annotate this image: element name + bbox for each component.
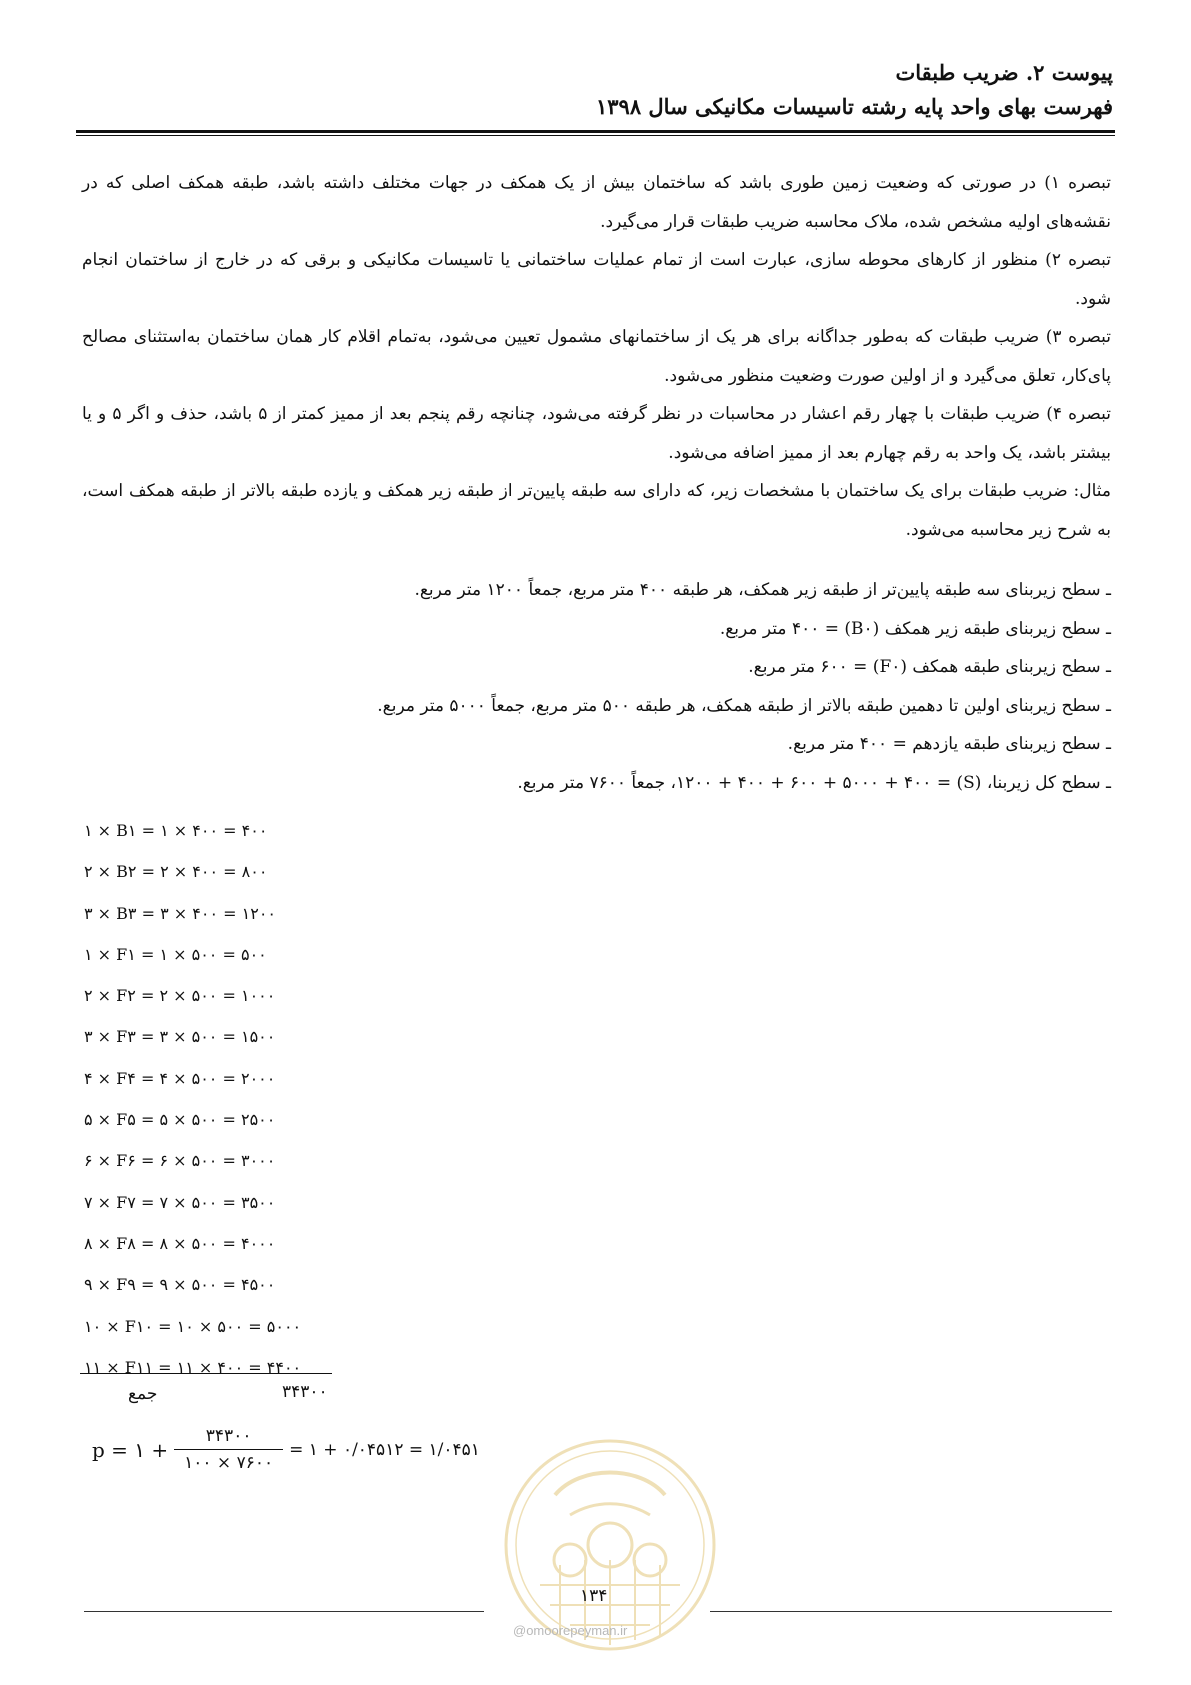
calculation-list bbox=[84, 810, 301, 1388]
formula-fraction bbox=[174, 1426, 283, 1473]
formula-rhs: = ۱ + ۰/۰۴۵۱۲ = ۱/۰۴۵۱ bbox=[289, 1439, 480, 1460]
formula-lhs: p = ۱ + bbox=[92, 1437, 169, 1462]
document-title: فهرست بهای واحد پایه رشته تاسیسات مکانیکی سال ۱۳۹۸ bbox=[595, 94, 1113, 119]
calc-row: ۸ × F۸ = ۸ × ۵۰۰ = ۴۰۰۰ bbox=[84, 1233, 276, 1253]
footer-rule-left bbox=[84, 1611, 484, 1612]
formula-numerator: ۳۴۳۰۰ bbox=[205, 1426, 252, 1446]
calc-row: ۲ × B۲ = ۲ × ۴۰۰ = ۸۰۰ bbox=[84, 862, 268, 882]
list-item: ـ سطح زیربنای طبقه زیر همکف (B۰) = ۴۰۰ متر مربع. bbox=[719, 618, 1111, 639]
calc-row: ۴ × F۴ = ۴ × ۵۰۰ = ۲۰۰۰ bbox=[84, 1068, 276, 1088]
note-4: تبصره ۴) ضریب طبقات با چهار رقم اعشار در محاسبات در نظر گرفته می‌شود، چنانچه رقم پنجم بعد از ممیز کمتر از ۵ باشد، حذف و اگر ۵ و یا بیشتر باشد، یک واحد به رقم چهارم بعد از ممیز اضافه می‌شود. bbox=[82, 404, 1111, 463]
coefficient-formula bbox=[92, 1426, 480, 1473]
calc-row: ۱۰ × F۱۰ = ۱۰ × ۵۰۰ = ۵۰۰۰ bbox=[84, 1316, 302, 1336]
calc-row: ۱ × F۱ = ۱ × ۵۰۰ = ۵۰۰ bbox=[84, 944, 267, 964]
calc-row: ۳ × B۳ = ۳ × ۴۰۰ = ۱۲۰۰ bbox=[84, 903, 277, 923]
watermark-logo bbox=[500, 1435, 720, 1655]
sum-label: جمع bbox=[128, 1384, 158, 1404]
formula-denominator: ۱۰۰ × ۷۶۰۰ bbox=[174, 1449, 283, 1473]
calc-row: ۶ × F۶ = ۶ × ۵۰۰ = ۳۰۰۰ bbox=[84, 1151, 276, 1171]
calc-row: ۱۱ × F۱۱ = ۱۱ × ۴۰۰ = ۴۴۰۰ bbox=[84, 1357, 302, 1377]
header-rule-thin bbox=[76, 135, 1115, 136]
calc-row: ۷ × F۷ = ۷ × ۵۰۰ = ۳۵۰۰ bbox=[84, 1192, 276, 1212]
list-item: ـ سطح زیربنای طبقه یازدهم = ۴۰۰ متر مربع. bbox=[787, 734, 1111, 754]
page-number: ۱۳۴ bbox=[580, 1586, 608, 1606]
notes-section bbox=[82, 164, 1111, 549]
watermark-site: @omoorepeyman.ir bbox=[513, 1623, 628, 1638]
sum-value: ۳۴۳۰۰ bbox=[282, 1382, 328, 1402]
area-list bbox=[82, 571, 1111, 802]
note-2: تبصره ۲) منظور از کارهای محوطه سازی، عبارت است از تمام عملیات ساختمانی یا تاسیسات مکانیکی و برقی که در خارج از ساختمان انجام شود. bbox=[82, 250, 1111, 309]
list-item: ـ سطح زیربنای سه طبقه پایین‌تر از طبقه زیر همکف، هر طبقه ۴۰۰ متر مربع، جمعاً ۱۲۰۰ متر مربع. bbox=[414, 580, 1111, 600]
note-3: تبصره ۳) ضریب طبقات که به‌طور جداگانه برای هر یک از ساختمانهای مشمول تعیین می‌شود، به‌تمام اقلام کار همان ساختمان به‌استثنای مصالح پای‌کار، تعلق می‌گیرد و از اولین صورت وضعیت منظور می‌شود. bbox=[82, 327, 1112, 386]
calc-row: ۵ × F۵ = ۵ × ۵۰۰ = ۲۵۰۰ bbox=[84, 1110, 276, 1130]
example-intro: مثال: ضریب طبقات برای یک ساختمان با مشخصات زیر، که دارای سه طبقه پایین‌تر از طبقه زیر همکف و یازده طبقه بالاتر از طبقه همکف است، به شرح زیر محاسبه می‌شود. bbox=[82, 481, 1111, 540]
header-rule-thick bbox=[76, 130, 1115, 133]
calc-row: ۹ × F۹ = ۹ × ۵۰۰ = ۴۵۰۰ bbox=[84, 1275, 276, 1295]
list-item: ـ سطح زیربنای اولین تا دهمین طبقه بالاتر از طبقه همکف، هر طبقه ۵۰۰ متر مربع، جمعاً ۵۰۰۰ متر مربع. bbox=[377, 695, 1111, 716]
list-item: ـ سطح زیربنای طبقه همکف (F۰) = ۶۰۰ متر مربع. bbox=[748, 657, 1111, 677]
note-1: تبصره ۱) در صورتی که وضعیت زمین طوری باشد که ساختمان بیش از یک همکف در جهات مختلف داشته باشد، طبقه همکف اصلی که در نقشه‌های اولیه مشخص شده، ملاک محاسبه ضریب طبقات قرار می‌گیرد. bbox=[82, 173, 1111, 232]
appendix-title: پیوست ۲. ضریب طبقات bbox=[895, 60, 1113, 85]
page-header bbox=[78, 56, 1113, 124]
calc-row: ۱ × B۱ = ۱ × ۴۰۰ = ۴۰۰ bbox=[84, 821, 268, 840]
calc-row: ۳ × F۳ = ۳ × ۵۰۰ = ۱۵۰۰ bbox=[84, 1027, 276, 1047]
list-item: ـ سطح کل زیربنا، (S) = ۱۲۰۰ + ۴۰۰ + ۶۰۰ + ۵۰۰۰ + ۴۰۰، جمعاً ۷۶۰۰ متر مربع. bbox=[517, 772, 1111, 793]
footer-rule-right bbox=[710, 1611, 1112, 1612]
calc-row: ۲ × F۲ = ۲ × ۵۰۰ = ۱۰۰۰ bbox=[84, 986, 276, 1006]
sum-rule bbox=[80, 1373, 332, 1374]
